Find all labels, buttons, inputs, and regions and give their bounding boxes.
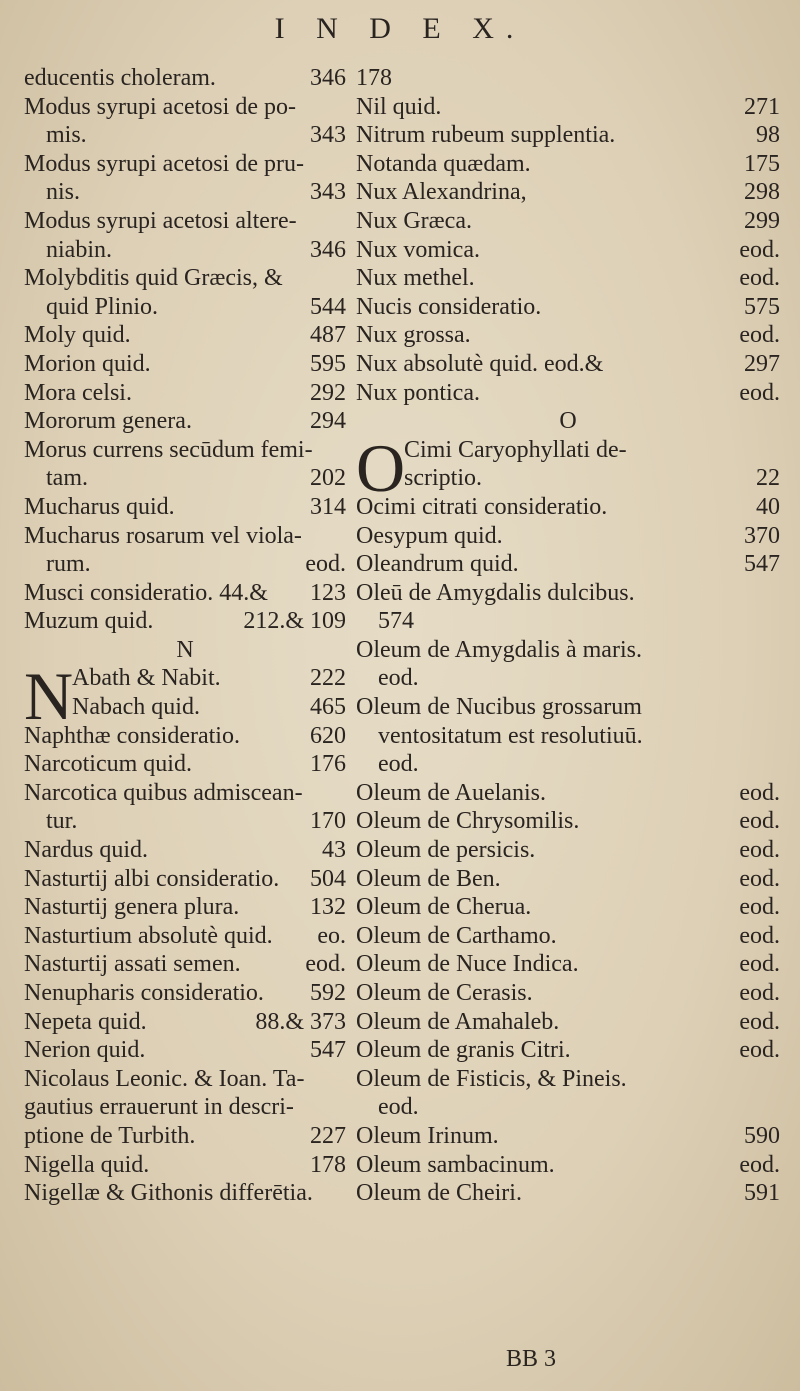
index-entry bbox=[356, 64, 780, 93]
section-letter bbox=[356, 407, 780, 436]
index-entry bbox=[24, 893, 346, 922]
index-entry bbox=[356, 321, 780, 350]
section-letter-text: N bbox=[176, 636, 194, 663]
entry-page: eod. bbox=[739, 837, 780, 864]
entry-text: niabin. bbox=[46, 236, 112, 263]
entry-page: 227 bbox=[310, 1122, 346, 1149]
index-entry bbox=[356, 779, 780, 808]
entry-text: Abath & Nabit. bbox=[72, 665, 221, 692]
entry-page: 465 bbox=[310, 694, 346, 721]
index-entry bbox=[356, 979, 780, 1008]
entry-page: 292 bbox=[310, 379, 346, 406]
index-entry bbox=[24, 550, 346, 579]
entry-text: Nerion quid. bbox=[24, 1037, 146, 1064]
index-entry bbox=[356, 579, 780, 608]
entry-text: eod. bbox=[378, 751, 419, 778]
entry-text: Nux pontica. bbox=[356, 379, 480, 406]
entry-text: Oleum de persicis. bbox=[356, 837, 536, 864]
right-column bbox=[356, 64, 780, 1208]
index-entry bbox=[24, 865, 346, 894]
entry-page: 591 bbox=[744, 1180, 780, 1207]
entry-text: rum. bbox=[46, 551, 91, 578]
index-entry bbox=[24, 950, 346, 979]
index-entry bbox=[356, 1122, 780, 1151]
entry-text: Nux vomica. bbox=[356, 236, 480, 263]
entry-page: 88.& 373 bbox=[255, 1008, 346, 1035]
entry-text: Oleum sambacinum. bbox=[356, 1151, 555, 1178]
entry-page: eod. bbox=[739, 865, 780, 892]
entry-text: Nux Græca. bbox=[356, 207, 472, 234]
index-entry bbox=[356, 464, 780, 493]
index-entry bbox=[356, 493, 780, 522]
index-entry bbox=[24, 264, 346, 293]
entry-text: eod. bbox=[378, 1094, 419, 1121]
entry-page: 22 bbox=[756, 465, 780, 492]
entry-text: Nucis consideratio. bbox=[356, 293, 542, 320]
entry-text: Oleum de Auelanis. bbox=[356, 779, 546, 806]
index-entry bbox=[24, 607, 346, 636]
index-entry bbox=[356, 1179, 780, 1208]
entry-page: 547 bbox=[744, 551, 780, 578]
index-entry bbox=[356, 178, 780, 207]
entry-text: Nitrum rubeum supplentia. bbox=[356, 122, 616, 149]
entry-page: 123 bbox=[310, 579, 346, 606]
index-entry bbox=[24, 836, 346, 865]
entry-page: 170 bbox=[310, 808, 346, 835]
entry-text: Oleum de Chrysomilis. bbox=[356, 808, 580, 835]
entry-page: eod. bbox=[739, 1008, 780, 1035]
index-entry bbox=[24, 1093, 346, 1122]
entry-text: Oleum de Carthamo. bbox=[356, 922, 557, 949]
entry-page: 487 bbox=[310, 322, 346, 349]
entry-page: 314 bbox=[310, 493, 346, 520]
entry-text: tur. bbox=[46, 808, 78, 835]
entry-text: Nux methel. bbox=[356, 265, 475, 292]
entry-page: eod. bbox=[305, 951, 346, 978]
entry-page: 176 bbox=[310, 751, 346, 778]
entry-text: Nenupharis consideratio. bbox=[24, 980, 264, 1006]
page-title: I N D E X. bbox=[274, 12, 526, 45]
index-entry bbox=[24, 64, 346, 93]
entry-text: ptione de Turbith. bbox=[24, 1122, 196, 1149]
index-entry bbox=[356, 522, 780, 551]
index-entry bbox=[24, 407, 346, 436]
entry-text: Oleum de Nuce Indica. bbox=[356, 951, 579, 978]
entry-page: 175 bbox=[744, 150, 780, 177]
entry-text: Mucharus rosarum vel viola- bbox=[24, 522, 302, 549]
index-entry bbox=[24, 207, 346, 236]
entry-text: Oleum de Nucibus grossarum bbox=[356, 694, 642, 721]
drop-cap: O bbox=[356, 429, 406, 506]
entry-text: 574 bbox=[378, 608, 414, 635]
index-entry bbox=[24, 321, 346, 350]
entry-page: 544 bbox=[310, 293, 346, 320]
entry-text: Notanda quædam. bbox=[356, 150, 531, 177]
entry-text: Nepeta quid. bbox=[24, 1008, 147, 1035]
entry-page: 299 bbox=[744, 207, 780, 234]
entry-text: Oleum de granis Citri. bbox=[356, 1037, 571, 1064]
entry-text: Nabach quid. bbox=[72, 694, 200, 721]
entry-text: scriptio. bbox=[404, 465, 482, 492]
entry-text: Oleum de Cheiri. bbox=[356, 1180, 522, 1207]
entry-page: 504 bbox=[310, 865, 346, 892]
entry-text: Nux absolutè quid. eod.& bbox=[356, 350, 604, 377]
entry-page: 547 bbox=[310, 1037, 346, 1064]
index-entry bbox=[24, 807, 346, 836]
index-entry bbox=[24, 750, 346, 779]
index-entry bbox=[356, 293, 780, 322]
entry-text: Narcoticum quid. bbox=[24, 751, 192, 778]
entry-page: 40 bbox=[756, 493, 780, 520]
entry-page: eod. bbox=[305, 551, 346, 578]
entry-text: eod. bbox=[378, 665, 419, 692]
index-entry bbox=[356, 807, 780, 836]
index-entry bbox=[24, 436, 346, 465]
entry-text: quid Plinio. bbox=[46, 293, 159, 320]
index-entry bbox=[356, 1093, 780, 1122]
index-entry bbox=[24, 579, 346, 608]
entry-page: eod. bbox=[739, 894, 780, 921]
entry-page: 212.& 109 bbox=[243, 608, 346, 635]
index-entry bbox=[24, 1151, 346, 1180]
entry-page: 98 bbox=[756, 122, 780, 149]
index-entry bbox=[356, 236, 780, 265]
index-entry bbox=[356, 1065, 780, 1094]
entry-page: 222 bbox=[310, 665, 346, 692]
index-entry bbox=[356, 950, 780, 979]
entry-page: 132 bbox=[310, 894, 346, 921]
index-entry bbox=[24, 93, 346, 122]
entry-text: Morion quid. bbox=[24, 350, 151, 377]
index-entry bbox=[356, 636, 780, 665]
entry-text: tam. bbox=[46, 465, 88, 492]
index-entry bbox=[356, 550, 780, 579]
index-entry bbox=[356, 836, 780, 865]
entry-text: Nasturtij assati semen. bbox=[24, 951, 241, 978]
entry-page: 575 bbox=[744, 293, 780, 320]
index-entry bbox=[24, 493, 346, 522]
entry-page: eod. bbox=[739, 980, 780, 1006]
index-entry bbox=[356, 1008, 780, 1037]
entry-page: 271 bbox=[744, 93, 780, 120]
entry-page: 346 bbox=[310, 236, 346, 263]
entry-page: 346 bbox=[310, 65, 346, 91]
entry-page: 297 bbox=[744, 350, 780, 377]
index-entry bbox=[24, 121, 346, 150]
entry-text: Oleum de Fisticis, & Pineis. bbox=[356, 1065, 627, 1092]
index-entry bbox=[356, 722, 780, 751]
entry-page: 178 bbox=[310, 1151, 346, 1178]
index-entry bbox=[356, 207, 780, 236]
index-entry bbox=[24, 1179, 346, 1208]
entry-text: nis. bbox=[46, 179, 81, 206]
index-entry bbox=[356, 893, 780, 922]
entry-page: 592 bbox=[310, 980, 346, 1006]
entry-page: eod. bbox=[739, 265, 780, 292]
index-entry bbox=[24, 1065, 346, 1094]
entry-text: Nasturtij genera plura. bbox=[24, 894, 240, 921]
index-entry bbox=[356, 1151, 780, 1180]
entry-text: Oesypum quid. bbox=[356, 522, 503, 549]
index-entry bbox=[356, 1036, 780, 1065]
entry-text: Mucharus quid. bbox=[24, 493, 175, 520]
entry-text: Moly quid. bbox=[24, 322, 131, 349]
entry-text: Nicolaus Leonic. & Ioan. Ta- bbox=[24, 1065, 305, 1092]
index-entry bbox=[24, 178, 346, 207]
index-entry bbox=[24, 722, 346, 751]
entry-page: eod. bbox=[739, 808, 780, 835]
entry-text: Modus syrupi acetosi de pru- bbox=[24, 150, 304, 177]
entry-text: Molybditis quid Græcis, & bbox=[24, 265, 283, 292]
index-entry bbox=[24, 350, 346, 379]
index-entry bbox=[24, 693, 346, 722]
entry-page: eod. bbox=[739, 922, 780, 949]
entry-text: Mororum genera. bbox=[24, 408, 192, 435]
entry-text: gautius errauerunt in descri- bbox=[24, 1094, 294, 1121]
entry-text: educentis choleram. bbox=[24, 65, 216, 91]
entry-text: Mora celsi. bbox=[24, 379, 132, 406]
index-entry bbox=[24, 922, 346, 951]
index-entry bbox=[24, 979, 346, 1008]
index-entry bbox=[24, 1122, 346, 1151]
entry-text: Oleū de Amygdalis dulcibus. bbox=[356, 579, 635, 606]
index-entry bbox=[356, 264, 780, 293]
index-entry bbox=[356, 693, 780, 722]
index-entry bbox=[24, 1036, 346, 1065]
entry-text: Nigellæ & Githonis differētia. bbox=[24, 1180, 313, 1207]
entry-text: Oleandrum quid. bbox=[356, 551, 519, 578]
entry-page: 595 bbox=[310, 350, 346, 377]
entry-text: Nasturtium absolutè quid. bbox=[24, 922, 273, 949]
index-entry bbox=[24, 1008, 346, 1037]
entry-page: eo. bbox=[317, 922, 346, 949]
entry-text: Nigella quid. bbox=[24, 1151, 150, 1178]
index-entry bbox=[356, 865, 780, 894]
index-entry bbox=[24, 236, 346, 265]
entry-text: Nasturtij albi consideratio. bbox=[24, 865, 280, 892]
index-entry bbox=[356, 93, 780, 122]
entry-text: Naphthæ consideratio. bbox=[24, 722, 240, 749]
entry-text: Nux grossa. bbox=[356, 322, 471, 349]
entry-page: 294 bbox=[310, 408, 346, 435]
entry-text: Oleum de Amygdalis à maris. bbox=[356, 636, 642, 663]
entry-text: mis. bbox=[46, 122, 87, 149]
index-entry bbox=[356, 607, 780, 636]
index-entry bbox=[356, 121, 780, 150]
index-entry bbox=[24, 150, 346, 179]
entry-page: eod. bbox=[739, 1151, 780, 1178]
entry-text: Musci consideratio. 44.& bbox=[24, 579, 268, 606]
entry-text: Oleum de Cerasis. bbox=[356, 980, 533, 1006]
entry-page: 620 bbox=[310, 722, 346, 749]
entry-text: Narcotica quibus admiscean- bbox=[24, 779, 303, 806]
entry-page: 43 bbox=[322, 837, 346, 864]
index-entry bbox=[24, 379, 346, 408]
entry-text: Nardus quid. bbox=[24, 837, 148, 864]
entry-page: eod. bbox=[739, 322, 780, 349]
entry-text: Cimi Caryophyllati de- bbox=[404, 436, 627, 463]
entry-page: eod. bbox=[739, 951, 780, 978]
index-entry bbox=[356, 922, 780, 951]
entry-text: Modus syrupi acetosi altere- bbox=[24, 207, 297, 234]
entry-text: Oleum de Cherua. bbox=[356, 894, 532, 921]
signature-mark: BB 3 bbox=[506, 1346, 557, 1372]
entry-text: Ocimi citrati consideratio. bbox=[356, 493, 608, 520]
index-entry bbox=[24, 522, 346, 551]
entry-page: 370 bbox=[744, 522, 780, 549]
index-entry bbox=[24, 779, 346, 808]
entry-text: Oleum de Ben. bbox=[356, 865, 501, 892]
entry-page: eod. bbox=[739, 236, 780, 263]
index-entry bbox=[356, 664, 780, 693]
entry-page: 298 bbox=[744, 179, 780, 206]
entry-text: Oleum de Amahaleb. bbox=[356, 1008, 560, 1035]
entry-text: ventositatum est resolutiuū. bbox=[378, 722, 643, 749]
entry-text: 178 bbox=[356, 65, 392, 91]
entry-page: 343 bbox=[310, 179, 346, 206]
index-entry bbox=[24, 293, 346, 322]
entry-page: 590 bbox=[744, 1122, 780, 1149]
entry-page: eod. bbox=[739, 379, 780, 406]
left-column bbox=[24, 64, 346, 1208]
drop-cap: N bbox=[24, 658, 74, 735]
entry-text: Nux Alexandrina, bbox=[356, 179, 527, 206]
entry-page: eod. bbox=[739, 1037, 780, 1064]
entry-page: 202 bbox=[310, 465, 346, 492]
entry-text: Nil quid. bbox=[356, 93, 442, 120]
entry-page: eod. bbox=[739, 779, 780, 806]
index-entry bbox=[356, 350, 780, 379]
index-entry bbox=[24, 464, 346, 493]
entry-text: Morus currens secūdum femi- bbox=[24, 436, 313, 463]
entry-text: Oleum Irinum. bbox=[356, 1122, 499, 1149]
entry-text: Muzum quid. bbox=[24, 608, 154, 635]
section-letter-text: O bbox=[559, 408, 577, 435]
entry-page: 343 bbox=[310, 122, 346, 149]
index-entry bbox=[356, 379, 780, 408]
index-entry bbox=[356, 750, 780, 779]
index-entry bbox=[356, 150, 780, 179]
entry-text: Modus syrupi acetosi de po- bbox=[24, 93, 296, 120]
